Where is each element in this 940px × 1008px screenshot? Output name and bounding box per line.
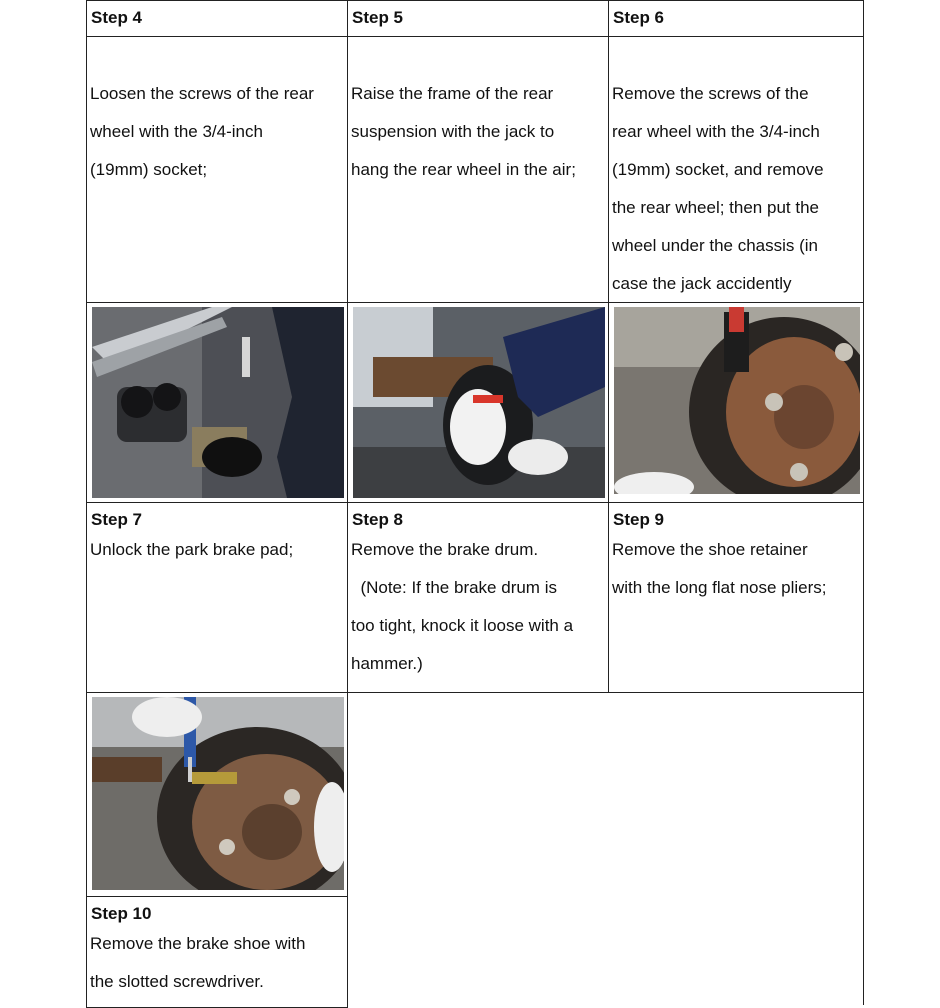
- step-4-heading-cell: [86, 0, 348, 37]
- step-5-text-cell: [347, 36, 609, 303]
- step-9-text: Remove the shoe retainer with the long flat nose pliers;: [612, 540, 827, 597]
- step-10-title: Step 10: [91, 904, 152, 923]
- brake-shoe-screwdriver-photo: [92, 697, 344, 890]
- step-6-title: Step 6: [613, 8, 665, 27]
- step-8-title: Step 8: [352, 510, 404, 529]
- step-10-text: Remove the brake shoe with the slotted screwdriver.: [90, 934, 306, 991]
- step-4-photo-cell: [86, 302, 348, 503]
- step-7-cell: [86, 502, 348, 693]
- step-4-text-cell: [86, 36, 348, 303]
- step-7-text: Unlock the park brake pad;: [90, 540, 294, 559]
- step-8-text: Remove the brake drum. (Note: If the brake drum is too tight, knock it loose with a hammer.): [351, 540, 574, 673]
- step-9-cell: [608, 502, 864, 693]
- step-9-title: Step 9: [613, 510, 665, 529]
- rear-wheel-hub-photo: [614, 307, 860, 494]
- step-10-photo-cell: [86, 692, 348, 897]
- step-6-text: Remove the screws of the rear wheel with the 3/4-inch (19mm) socket, and remove the rear wheel; then put the wheel under the chassis (in case the jack accidently: [612, 84, 824, 293]
- step-4-title: Step 4: [91, 8, 143, 27]
- empty-table-area: [348, 693, 864, 1005]
- step-8-cell: [347, 502, 609, 693]
- step-6-text-cell: [608, 36, 864, 303]
- step-5-text: Raise the frame of the rear suspension with the jack to hang the rear wheel in the air;: [351, 84, 576, 179]
- step-5-title: Step 5: [352, 8, 404, 27]
- jack-raising-suspension-photo: [353, 307, 605, 498]
- step-5-photo-cell: [347, 302, 609, 503]
- step-7-title: Step 7: [91, 510, 143, 529]
- step-10-text-cell: [86, 896, 348, 1008]
- step-6-heading-cell: [608, 0, 864, 37]
- step-6-photo-cell: [608, 302, 864, 503]
- step-5-heading-cell: [347, 0, 609, 37]
- step-4-text: Loosen the screws of the rear wheel with the 3/4-inch (19mm) socket;: [90, 84, 314, 179]
- socket-wrench-on-wheel-photo: [92, 307, 344, 498]
